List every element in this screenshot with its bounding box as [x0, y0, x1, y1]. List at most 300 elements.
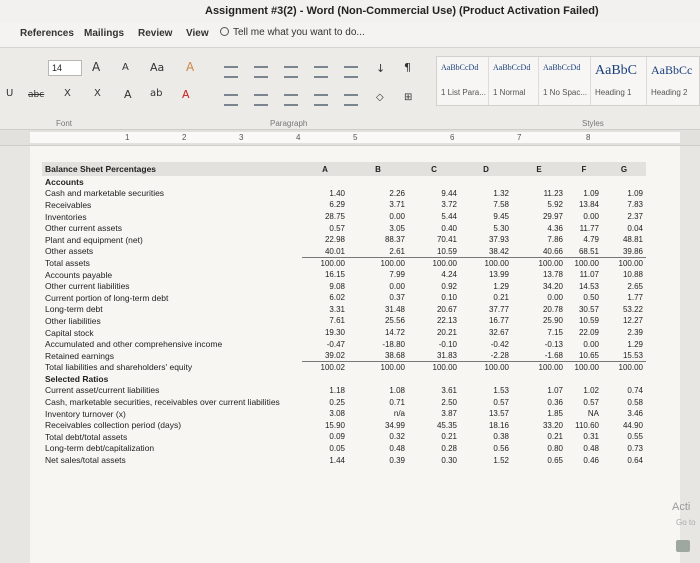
table-cell: 20.67 [436, 304, 457, 314]
table-row [42, 431, 646, 443]
table-cell: 37.77 [488, 304, 509, 314]
table-cell [302, 373, 348, 385]
table-cell: 4.36 [547, 223, 563, 233]
table-cell: 0.38 [493, 432, 509, 442]
column-header: B [348, 162, 408, 176]
table-cell: 20.78 [542, 304, 563, 314]
table-cell: 39.02 [324, 350, 345, 360]
table-cell: 0.00 [547, 293, 563, 303]
style-name: Heading 1 [595, 88, 632, 97]
ribbon-tab-bar [0, 22, 700, 48]
row-label: Current asset/current liabilities [45, 385, 160, 396]
row-label: Plant and equipment (net) [45, 234, 143, 245]
table-cell: 0.50 [583, 293, 599, 303]
row-label: Capital stock [45, 327, 94, 338]
table-cell: 0.39 [389, 455, 405, 465]
table-cell: 3.72 [441, 200, 457, 210]
table-cell: 6.29 [329, 200, 345, 210]
shrink-font-icon[interactable]: A [122, 62, 129, 73]
table-cell [348, 176, 408, 188]
table-cell: 9.08 [329, 281, 345, 291]
row-label: Long-term debt/capitalization [45, 443, 155, 454]
style-sample: AaBbC [595, 63, 637, 78]
clear-formatting-icon[interactable]: A [186, 60, 195, 74]
table-cell: 14.53 [578, 281, 599, 291]
table-cell: -1.68 [544, 350, 563, 360]
table-cell: 7.86 [547, 235, 563, 245]
table-cell: 22.09 [578, 328, 599, 338]
row-label: Other assets [45, 246, 94, 257]
multilevel-list-icon[interactable] [284, 66, 298, 78]
table-cell: 7.15 [547, 328, 563, 338]
table-cell: 14.72 [384, 328, 405, 338]
table-cell: 0.71 [389, 397, 405, 407]
activation-watermark: Acti [672, 501, 691, 513]
table-cell: 1.02 [583, 385, 599, 395]
table-cell: 0.58 [627, 397, 643, 407]
table-cell: 38.42 [488, 246, 509, 256]
table-cell: 10.59 [436, 246, 457, 256]
table-row [42, 315, 646, 327]
table-cell: 0.21 [547, 432, 563, 442]
style-sample: AaBbCcDd [441, 63, 479, 72]
table-cell: 0.32 [389, 432, 405, 442]
table-cell: 7.83 [627, 200, 643, 210]
table-row [42, 246, 646, 258]
increase-indent-icon[interactable] [344, 66, 358, 78]
paragraph-group-label: Paragraph [270, 119, 308, 128]
table-row [42, 234, 646, 246]
table-cell: 34.99 [384, 420, 405, 430]
style-name: 1 Normal [493, 88, 526, 97]
tab-review[interactable]: Review [138, 28, 173, 39]
style-heading-1[interactable] [591, 57, 647, 105]
table-cell: 0.04 [627, 223, 643, 233]
table-cell: 19.30 [324, 328, 345, 338]
table-cell: 1.07 [547, 385, 563, 395]
table-cell: 0.74 [627, 385, 643, 395]
table-row [42, 222, 646, 234]
row-label: Retained earnings [45, 350, 114, 361]
table-cell: 6.02 [329, 293, 345, 303]
table-row [42, 199, 646, 211]
table-cell: 100.00 [460, 362, 512, 374]
table-cell: 0.92 [441, 281, 457, 291]
ruler-mark: 8 [586, 133, 591, 142]
table-cell: 5.30 [493, 223, 509, 233]
table-row [42, 338, 646, 350]
table-cell: 15.53 [622, 350, 643, 360]
table-row [42, 269, 646, 281]
font-size-field[interactable]: 14 [48, 60, 82, 76]
table-cell [512, 176, 566, 188]
table-row [42, 304, 646, 316]
table-cell: 0.40 [441, 223, 457, 233]
ruler [0, 130, 700, 146]
tab-references[interactable]: References [20, 28, 74, 39]
table-cell: 9.44 [441, 188, 457, 198]
table-cell: 0.10 [441, 293, 457, 303]
table-row [42, 454, 646, 466]
table-cell: 100.00 [408, 362, 460, 374]
text-effects-icon[interactable]: A [124, 88, 132, 101]
table-cell: 1.29 [493, 281, 509, 291]
table-cell: 2.50 [441, 397, 457, 407]
bullets-icon[interactable] [224, 66, 238, 78]
table-cell: 4.24 [441, 270, 457, 280]
strikethrough-icon[interactable]: abc [28, 90, 45, 100]
table-cell: 44.90 [622, 420, 643, 430]
table-cell: 0.30 [441, 455, 457, 465]
styles-group-label: Styles [582, 119, 604, 128]
row-label: Accounts payable [45, 269, 113, 280]
table-cell: 3.61 [441, 385, 457, 395]
table-cell: 1.09 [583, 188, 599, 198]
table-cell: 1.85 [547, 409, 563, 419]
table-header-row [42, 162, 646, 176]
table-cell: 38.68 [384, 350, 405, 360]
grow-font-icon[interactable]: A [92, 60, 101, 74]
table-cell: 28.75 [324, 212, 345, 222]
ruler-mark: 4 [296, 133, 301, 142]
table-row [42, 188, 646, 200]
style-name: 1 No Spac... [543, 88, 588, 97]
table-cell [512, 373, 566, 385]
row-label: Net sales/total assets [45, 455, 126, 466]
table-cell: 100.00 [348, 362, 408, 374]
table-cell [602, 176, 646, 188]
table-cell [348, 373, 408, 385]
table-cell: -0.10 [438, 339, 457, 349]
table-cell: -0.13 [544, 339, 563, 349]
table-cell: 3.08 [329, 409, 345, 419]
sort-icon[interactable]: ↓ [376, 62, 386, 75]
row-label: Receivables collection period (days) [45, 420, 182, 431]
table-cell: 1.18 [329, 385, 345, 395]
table-cell: 100.00 [566, 362, 602, 374]
style-name: Heading 2 [651, 88, 688, 97]
table-cell: 0.28 [441, 443, 457, 453]
activation-watermark-sub: Go to [676, 518, 696, 527]
table-cell: 5.44 [441, 212, 457, 222]
table-cell: 7.61 [329, 316, 345, 326]
table-cell: 4.79 [583, 235, 599, 245]
style-sample: AaBbCcDd [493, 63, 531, 72]
table-cell: 16.77 [488, 316, 509, 326]
table-cell: 1.44 [329, 455, 345, 465]
table-cell: 2.39 [627, 328, 643, 338]
superscript-icon[interactable]: X [94, 88, 101, 99]
table-cell: 0.31 [583, 432, 599, 442]
table-cell: 25.56 [384, 316, 405, 326]
table-cell: 32.67 [488, 328, 509, 338]
table-cell [460, 176, 512, 188]
decrease-indent-icon[interactable] [314, 66, 328, 78]
ruler-mark: 3 [239, 133, 244, 142]
table-cell: 12.27 [622, 316, 643, 326]
document-page[interactable] [30, 146, 680, 563]
table-cell: 1.29 [627, 339, 643, 349]
numbering-icon[interactable] [254, 66, 268, 78]
table-cell: 0.00 [389, 281, 405, 291]
keyboard-icon[interactable] [676, 540, 690, 552]
table-cell: 2.37 [627, 212, 643, 222]
table-cell [602, 373, 646, 385]
table-cell: 3.31 [329, 304, 345, 314]
change-case-icon[interactable]: Aa [150, 61, 165, 74]
table-cell: 9.45 [493, 212, 509, 222]
ruler-mark: 7 [517, 133, 522, 142]
borders-icon[interactable]: ⊞ [404, 92, 413, 103]
row-label: Accumulated and other comprehensive income [45, 339, 223, 350]
table-cell: 100.00 [302, 257, 348, 269]
ruler-mark: 6 [450, 133, 455, 142]
style-heading-2[interactable] [647, 57, 700, 105]
table-cell: NA [587, 409, 599, 419]
table-cell: 39.86 [622, 246, 643, 256]
table-cell: 13.84 [578, 200, 599, 210]
table-cell: 5.92 [547, 200, 563, 210]
row-label: Cash and marketable securities [45, 188, 165, 199]
table-cell: 20.21 [436, 328, 457, 338]
table-cell: 0.00 [583, 212, 599, 222]
table-cell: 100.02 [302, 362, 348, 374]
table-cell: 0.73 [627, 443, 643, 453]
table-cell: 100.00 [408, 257, 460, 269]
row-label: Inventories [45, 211, 87, 222]
row-label: Total assets [45, 257, 90, 268]
table-cell: 0.00 [389, 212, 405, 222]
table-cell: 48.81 [622, 235, 643, 245]
table-cell: 0.21 [493, 293, 509, 303]
table-cell: -18.80 [382, 339, 405, 349]
highlight-color-icon[interactable]: ab [150, 88, 163, 99]
row-label: Inventory turnover (x) [45, 408, 126, 419]
row-label: Cash, marketable securities, receivables over current liabilities [45, 397, 280, 408]
subscript-icon[interactable]: X [64, 88, 71, 99]
table-cell [408, 176, 460, 188]
row-label: Other current assets [45, 223, 123, 234]
table-cell: 33.20 [542, 420, 563, 430]
table-row [42, 408, 646, 420]
table-cell: 40.66 [542, 246, 563, 256]
styles-gallery [436, 56, 700, 106]
table-cell: 37.93 [488, 235, 509, 245]
ruler-mark: 1 [125, 133, 130, 142]
table-cell: n/a [393, 409, 405, 419]
table-cell: 31.83 [436, 350, 457, 360]
table-cell: 53.22 [622, 304, 643, 314]
tell-me-box[interactable] [220, 27, 365, 38]
justify-icon[interactable] [314, 94, 328, 106]
font-color-icon[interactable]: A [182, 88, 190, 101]
table-row [42, 350, 646, 362]
align-center-icon[interactable] [254, 94, 268, 106]
table-cell: 0.36 [547, 397, 563, 407]
table-cell: 7.99 [389, 270, 405, 280]
ruler-mark: 5 [353, 133, 358, 142]
table-cell: 0.65 [547, 455, 563, 465]
table-cell: 2.26 [389, 188, 405, 198]
table-cell: 13.57 [488, 409, 509, 419]
ruler-track [30, 132, 680, 143]
table-cell: 0.56 [493, 443, 509, 453]
table-row [42, 419, 646, 431]
table-cell: 31.48 [384, 304, 405, 314]
table-cell: 68.51 [578, 246, 599, 256]
table-row [42, 327, 646, 339]
table-row [42, 385, 646, 397]
table-cell: 0.46 [583, 455, 599, 465]
table-cell: 0.48 [389, 443, 405, 453]
column-header: A [302, 162, 348, 176]
table-cell: 22.13 [436, 316, 457, 326]
table-cell: -0.47 [326, 339, 345, 349]
table-cell: 100.00 [460, 257, 512, 269]
table-cell [302, 176, 348, 188]
table-cell: 0.25 [329, 397, 345, 407]
table-cell: 100.00 [602, 257, 646, 269]
table-row [42, 280, 646, 292]
table-cell: 100.00 [602, 362, 646, 374]
style-sample: AaBbCcDd [543, 63, 581, 72]
table-cell: 10.65 [578, 350, 599, 360]
table-cell: 45.35 [436, 420, 457, 430]
table-cell: 3.05 [389, 223, 405, 233]
table-cell: 0.55 [627, 432, 643, 442]
table-row [42, 292, 646, 304]
table-cell [566, 373, 602, 385]
table-cell: 100.00 [512, 257, 566, 269]
column-header: D [460, 162, 512, 176]
table-cell: 100.00 [348, 257, 408, 269]
table-row [42, 443, 646, 455]
line-spacing-icon[interactable] [344, 94, 358, 106]
table-cell: 100.00 [512, 362, 566, 374]
table-cell: 16.15 [324, 270, 345, 280]
format-dropdown-icon[interactable]: U [6, 88, 14, 99]
table-cell: 13.99 [488, 270, 509, 280]
table-row [42, 211, 646, 223]
row-label: Total liabilities and shareholders' equity [45, 362, 193, 373]
lightbulb-icon [220, 27, 229, 36]
table-cell: -0.42 [490, 339, 509, 349]
table-cell: 13.78 [542, 270, 563, 280]
column-header: G [602, 162, 646, 176]
column-header: F [566, 162, 602, 176]
style-no-spacing[interactable] [539, 57, 591, 105]
table-cell: 0.57 [329, 223, 345, 233]
table-row [42, 362, 646, 374]
table-cell: 11.77 [579, 223, 599, 233]
tell-me-placeholder: Tell me what you want to do... [233, 27, 365, 38]
style-normal[interactable] [489, 57, 539, 105]
table-row [42, 396, 646, 408]
table-cell: 1.32 [493, 188, 509, 198]
table-cell: 22.98 [324, 235, 345, 245]
table-cell: 0.48 [583, 443, 599, 453]
table-cell: 3.71 [389, 200, 405, 210]
table-cell: 3.46 [627, 409, 643, 419]
table-cell: 1.53 [493, 385, 509, 395]
table-cell: 25.90 [542, 316, 563, 326]
row-label: Current portion of long-term debt [45, 292, 169, 303]
ribbon [0, 48, 700, 130]
table-cell [460, 373, 512, 385]
table-cell: 30.57 [578, 304, 599, 314]
shading-icon[interactable]: ◇ [376, 92, 384, 103]
table-cell: 2.61 [389, 246, 405, 256]
table-cell: 0.21 [441, 432, 457, 442]
table-cell: 110.60 [575, 420, 599, 430]
balance-sheet-table [42, 162, 646, 466]
table-cell: 10.88 [622, 270, 643, 280]
table-cell: 7.58 [493, 200, 509, 210]
row-label: Total debt/total assets [45, 431, 128, 442]
table-cell: 29.97 [542, 212, 563, 222]
table-cell [408, 373, 460, 385]
window-title: Assignment #3(2) - Word (Non-Commercial Use) (Product Activation Failed) [205, 5, 599, 17]
table-cell: 100.00 [566, 257, 602, 269]
table-cell: 2.65 [627, 281, 643, 291]
table-cell: 0.57 [583, 397, 599, 407]
table-cell: 0.05 [329, 443, 345, 453]
row-label: Other liabilities [45, 315, 101, 326]
ruler-mark: 2 [182, 133, 187, 142]
row-label: Long-term debt [45, 304, 103, 315]
table-cell: 1.08 [389, 385, 405, 395]
table-title: Balance Sheet Percentages [42, 162, 302, 176]
table-cell: 11.07 [579, 270, 599, 280]
align-left-icon[interactable] [224, 94, 238, 106]
table-cell: 0.37 [389, 293, 405, 303]
row-label: Selected Ratios [45, 373, 109, 384]
tab-view[interactable]: View [186, 28, 209, 39]
style-sample: AaBbCc [651, 63, 693, 77]
align-right-icon[interactable] [284, 94, 298, 106]
table-cell: 1.09 [627, 188, 643, 198]
style-list-paragraph[interactable] [437, 57, 489, 105]
table-cell: 0.09 [329, 432, 345, 442]
table-cell: 0.64 [627, 455, 643, 465]
table-cell: 1.40 [329, 188, 345, 198]
table-cell: 0.00 [583, 339, 599, 349]
row-label: Receivables [45, 199, 92, 210]
table-row [42, 373, 646, 385]
title-bar [0, 0, 700, 22]
table-cell: 34.20 [542, 281, 563, 291]
style-name: 1 List Para... [441, 88, 486, 97]
table-cell: 70.41 [436, 235, 457, 245]
table-cell: 3.87 [441, 409, 457, 419]
table-row [42, 176, 646, 188]
table-cell: 0.80 [547, 443, 563, 453]
row-label: Accounts [45, 176, 84, 187]
show-formatting-icon[interactable]: ¶ [404, 61, 411, 74]
row-label: Other current liabilities [45, 281, 130, 292]
table-cell: 88.37 [384, 235, 405, 245]
table-cell: 0.57 [493, 397, 509, 407]
table-cell: 10.59 [578, 316, 599, 326]
table-row [42, 257, 646, 269]
column-header: C [408, 162, 460, 176]
table-cell: -2.28 [490, 350, 509, 360]
table-cell: 18.16 [488, 420, 509, 430]
table-cell: 1.52 [493, 455, 509, 465]
table-cell: 40.01 [324, 246, 345, 256]
column-header: E [512, 162, 566, 176]
tab-mailings[interactable]: Mailings [84, 28, 125, 39]
